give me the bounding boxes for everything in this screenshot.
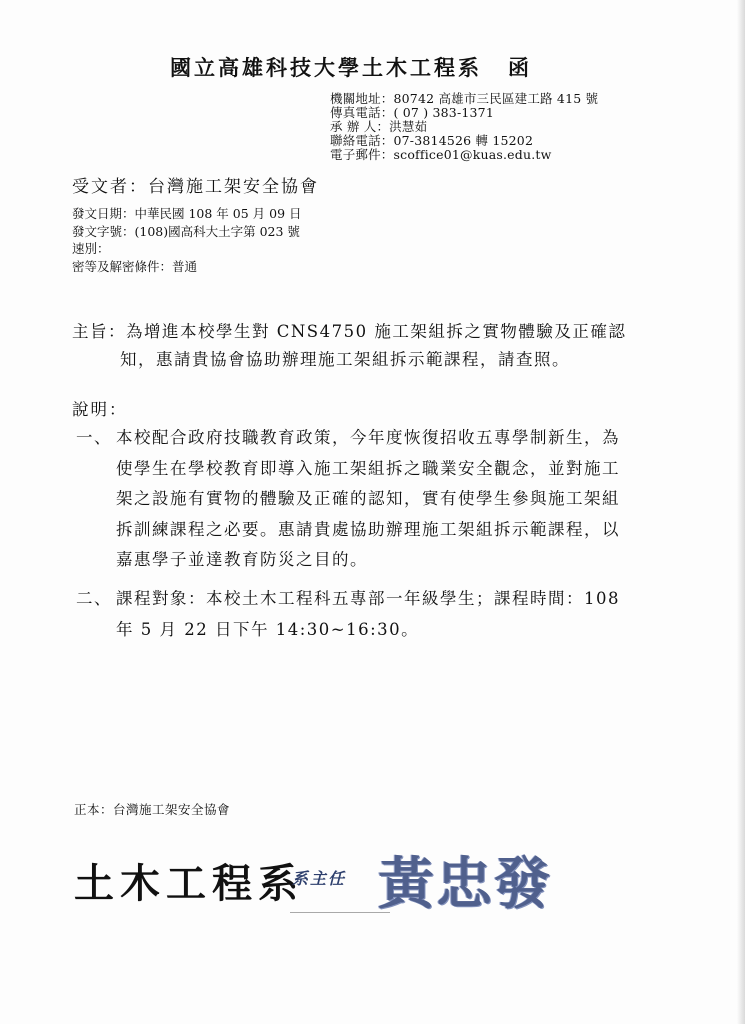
contact-person: 承 辦 人：洪慧茹 <box>330 119 428 134</box>
item-line: 使學生在學校教育即導入施工架組拆之職業安全觀念，並對施工 <box>116 458 620 478</box>
classification: 密等及解密條件：普通 <box>72 258 198 274</box>
contact-fax: 傳真電話：( 07 ) 383-1371 <box>330 105 494 120</box>
department-stamp: 土木工程系 <box>74 861 304 907</box>
item-line: 本校配合政府技職教育政策，今年度恢復招收五專學制新生，為 <box>116 428 620 447</box>
signature-underline <box>290 912 390 913</box>
document-meta <box>72 205 302 275</box>
item-number: 二、 <box>76 589 112 608</box>
item-line: 嘉惠學子並達教育防災之目的。 <box>116 550 368 569</box>
explanation-item-2 <box>76 584 676 645</box>
item-body <box>116 584 676 645</box>
copy-to: 正本：台灣施工架安全協會 <box>74 802 231 817</box>
contact-email: 電子郵件：scoffice01@kuas.edu.tw <box>330 147 552 162</box>
explanation-item-1 <box>76 423 676 576</box>
contact-block <box>330 92 598 162</box>
contact-address: 機關地址：80742 高雄市三民區建工路 415 號 <box>330 91 599 106</box>
contact-phone: 聯絡電話：07-3814526 轉 15202 <box>330 133 534 148</box>
item-line: 拆訓練課程之必要。惠請貴處協助辦理施工架組拆示範課程，以 <box>116 519 620 539</box>
letter-type-label: 函 <box>508 55 532 80</box>
document-number: 發文字號：(108)國高科大土字第 023 號 <box>72 223 300 239</box>
letter-title-text: 國立高雄科技大學土木工程系 <box>170 55 482 80</box>
recipient: 受文者：台灣施工架安全協會 <box>72 177 319 197</box>
explanation-heading: 說明： <box>72 400 128 419</box>
subject-line-1: 主旨：為增進本校學生對 CNS4750 施工架組拆之實物體驗及正確認 <box>72 322 627 341</box>
item-line: 年 5 月 22 日下午 14:30~16:30。 <box>116 619 420 639</box>
role-stamp: 系主任 <box>292 869 347 888</box>
item-line: 課程對象：本校土木工程科五專部一年級學生；課程時間：108 <box>116 589 620 608</box>
item-number: 一、 <box>76 428 112 447</box>
issue-date: 發文日期：中華民國 108 年 05 月 09 日 <box>72 206 302 221</box>
item-line: 架之設施有實物的體驗及正確的認知，實有使學生參與施工架組 <box>116 489 620 508</box>
item-body <box>116 423 676 576</box>
subject-line-2: 知，惠請貴協會協助辦理施工架組拆示範課程，請查照。 <box>120 350 570 369</box>
signature-stamp: 黃忠發 <box>378 852 552 917</box>
urgency: 速別： <box>72 241 110 256</box>
letter-title <box>170 52 590 82</box>
subject <box>72 318 672 374</box>
